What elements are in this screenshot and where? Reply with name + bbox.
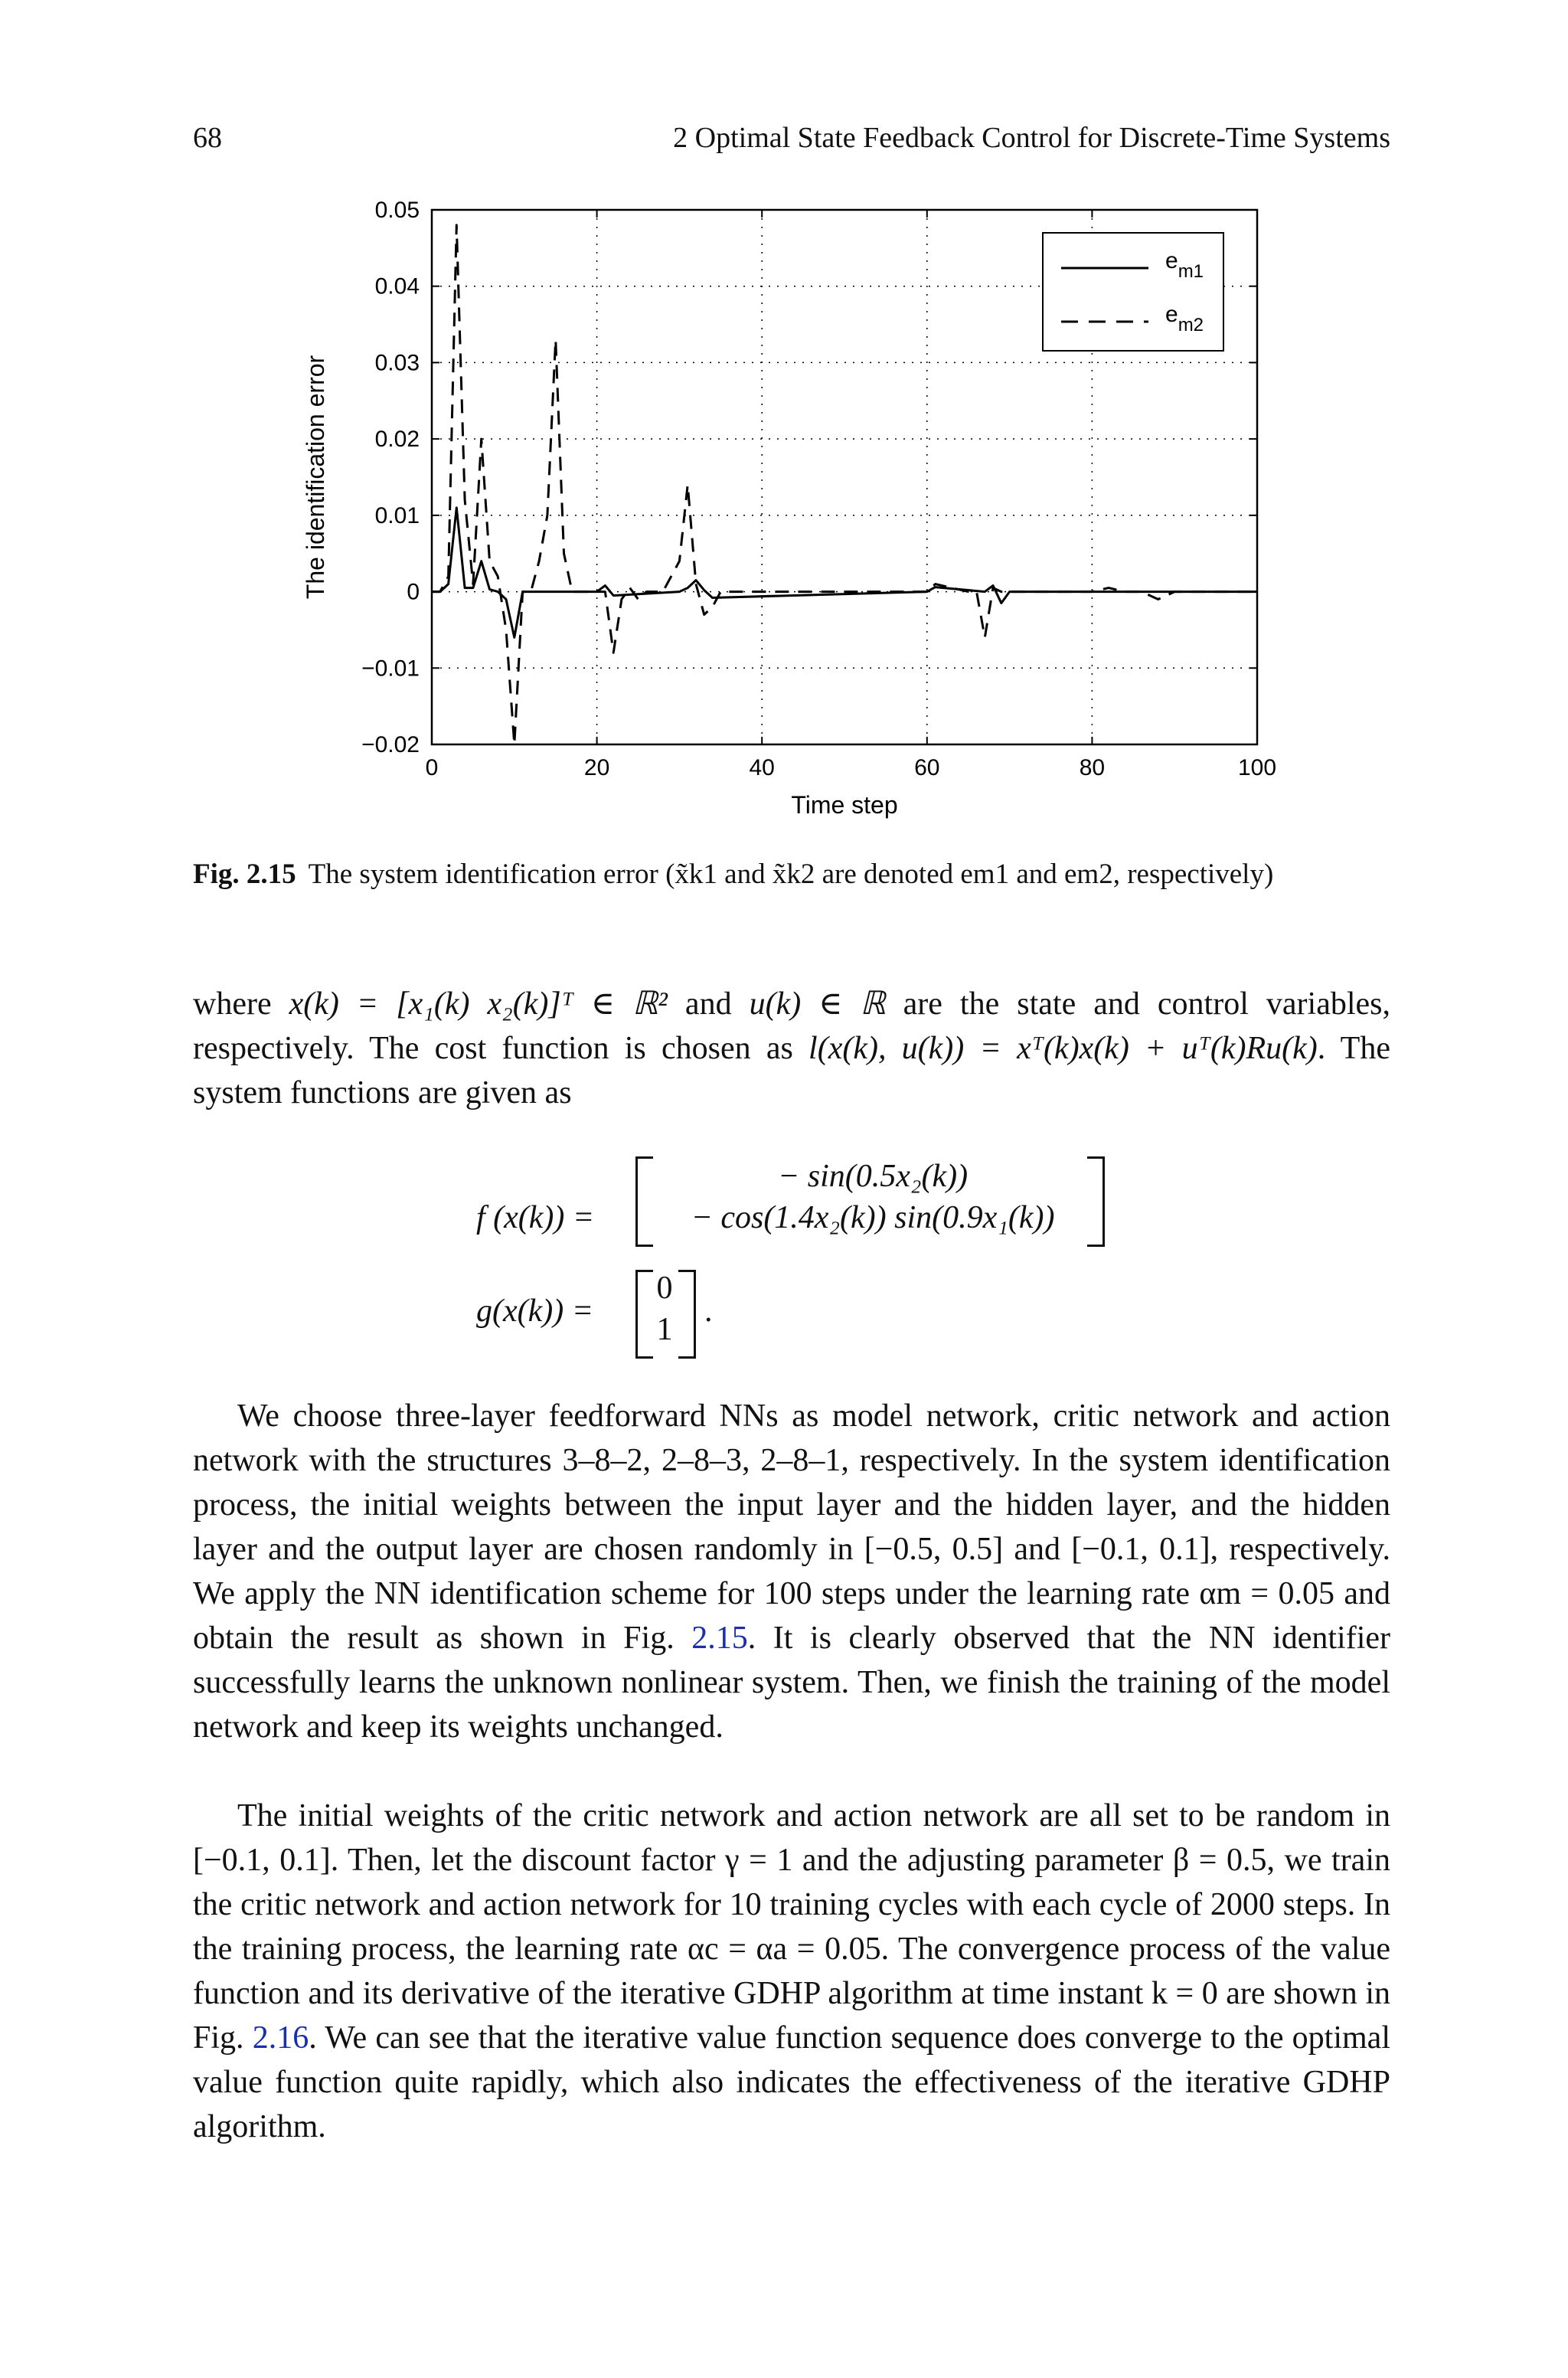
y-tick-label: 0 bbox=[407, 579, 420, 605]
x-tick-label: 80 bbox=[1079, 755, 1106, 780]
figure-ref-2-15[interactable]: 2.15 bbox=[691, 1621, 748, 1656]
figure-label: Fig. 2.15 bbox=[193, 859, 296, 890]
page-number: 68 bbox=[193, 122, 222, 154]
x-axis-label: Time step bbox=[791, 791, 898, 819]
series-line-e-m1 bbox=[432, 508, 1257, 638]
y-tick-label: −0.01 bbox=[361, 656, 420, 682]
paragraph-2: We choose three-layer feedforward NNs as model network, critic network and action network with the structures 3–8–2, 2–8–3, 2–8–1, respectively. In the system identification process, the initial weights between the input layer and the hidden layer, and the hidden layer and the output layer are chosen randomly in [−0.5, 0.5] and [−0.1, 0.1], respectively. We apply the NN identification scheme for 100 steps under the learning rate αm = 0.05 and obtain the result as shown in Fig. 2.15. It is clearly observed that the NN identifier successfully learns the unknown nonlinear system. Then, we finish the training of the model network and keep its weights unchanged. bbox=[193, 1398, 1390, 1745]
y-tick-label: 0.03 bbox=[374, 350, 420, 376]
y-axis-label: The identification error bbox=[302, 355, 329, 600]
legend-label-em2: $e_{m2}$ bbox=[1165, 302, 1204, 335]
control-definition: u(k) ∈ ℝ bbox=[749, 986, 886, 1022]
paragraph-1: where x(k) = [x₁(k) x₂(k)]ᵀ ∈ ℝ² and u(k) ∈ ℝ are the state and control variables, respectively. The cost function is chosen as l(x(k), u(k)) = xᵀ(k)x(k) + uᵀ(k)Ru(k). The system functions are given as bbox=[193, 986, 1390, 1110]
equation-g-end: . bbox=[704, 1294, 713, 1329]
y-tick-label: 0.04 bbox=[374, 273, 420, 299]
x-tick-label: 40 bbox=[749, 755, 775, 780]
y-tick-label: 0.05 bbox=[374, 198, 420, 223]
figure-caption bbox=[193, 858, 1390, 891]
page-header bbox=[193, 121, 1390, 164]
equation-f-row-2: − cos(1.4x₂(k)) sin(0.9x₁(k)) bbox=[691, 1200, 1055, 1235]
equation-f-row-1: − sin(0.5x₂(k)) bbox=[777, 1159, 969, 1194]
figure-ref-2-16[interactable]: 2.16 bbox=[252, 2020, 309, 2056]
x-tick-label: 100 bbox=[1237, 755, 1277, 780]
figure-caption-text: The system identification error (x̃k1 and x̃k2 are denoted em1 and em2, respectively) bbox=[308, 859, 1274, 890]
state-definition: x(k) = [x₁(k) x₂(k)]ᵀ ∈ ℝ² bbox=[289, 986, 668, 1022]
bracket-f-right bbox=[1087, 1156, 1105, 1247]
equation-f-lhs: f (x(k)) = bbox=[476, 1200, 595, 1235]
legend bbox=[1043, 233, 1223, 351]
y-tick-label: −0.02 bbox=[361, 732, 420, 757]
x-tick-label: 20 bbox=[583, 755, 610, 780]
bracket-g-right bbox=[678, 1270, 696, 1359]
cost-function: l(x(k), u(k)) = xᵀ(k)x(k) + uᵀ(k)Ru(k) bbox=[808, 1031, 1318, 1066]
running-head: 2 Optimal State Feedback Control for Discrete-Time Systems bbox=[673, 122, 1390, 154]
identification-error-chart bbox=[291, 191, 1302, 827]
equation-g-row-1: 0 bbox=[656, 1271, 673, 1306]
legend-label-em1: $e_{m1}$ bbox=[1165, 248, 1204, 282]
x-tick-label: 0 bbox=[425, 755, 439, 780]
y-tick-label: 0.01 bbox=[374, 502, 420, 528]
y-tick-label: 0.02 bbox=[374, 427, 420, 453]
equation-g-lhs: g(x(k)) = bbox=[476, 1294, 594, 1329]
paragraph-3: The initial weights of the critic network and action network are all set to be random in [−0.1, 0.1]. Then, let the discount factor γ = 1 and the adjusting parameter β = 0.5, we train the critic network and action network for 10 training cycles with each cycle of 2000 steps. In the training process, the learning rate αc = αa = 0.05. The convergence process of the value function and its derivative of the iterative GDHP algorithm at time instant k = 0 are shown in Fig. 2.16. We can see that the iterative value function sequence does converge to the optimal value function quite rapidly, which also indicates the effectiveness of the iterative GDHP algorithm. bbox=[193, 1798, 1390, 2144]
x-tick-label: 60 bbox=[914, 755, 940, 780]
equation-g-row-2: 1 bbox=[656, 1312, 673, 1347]
